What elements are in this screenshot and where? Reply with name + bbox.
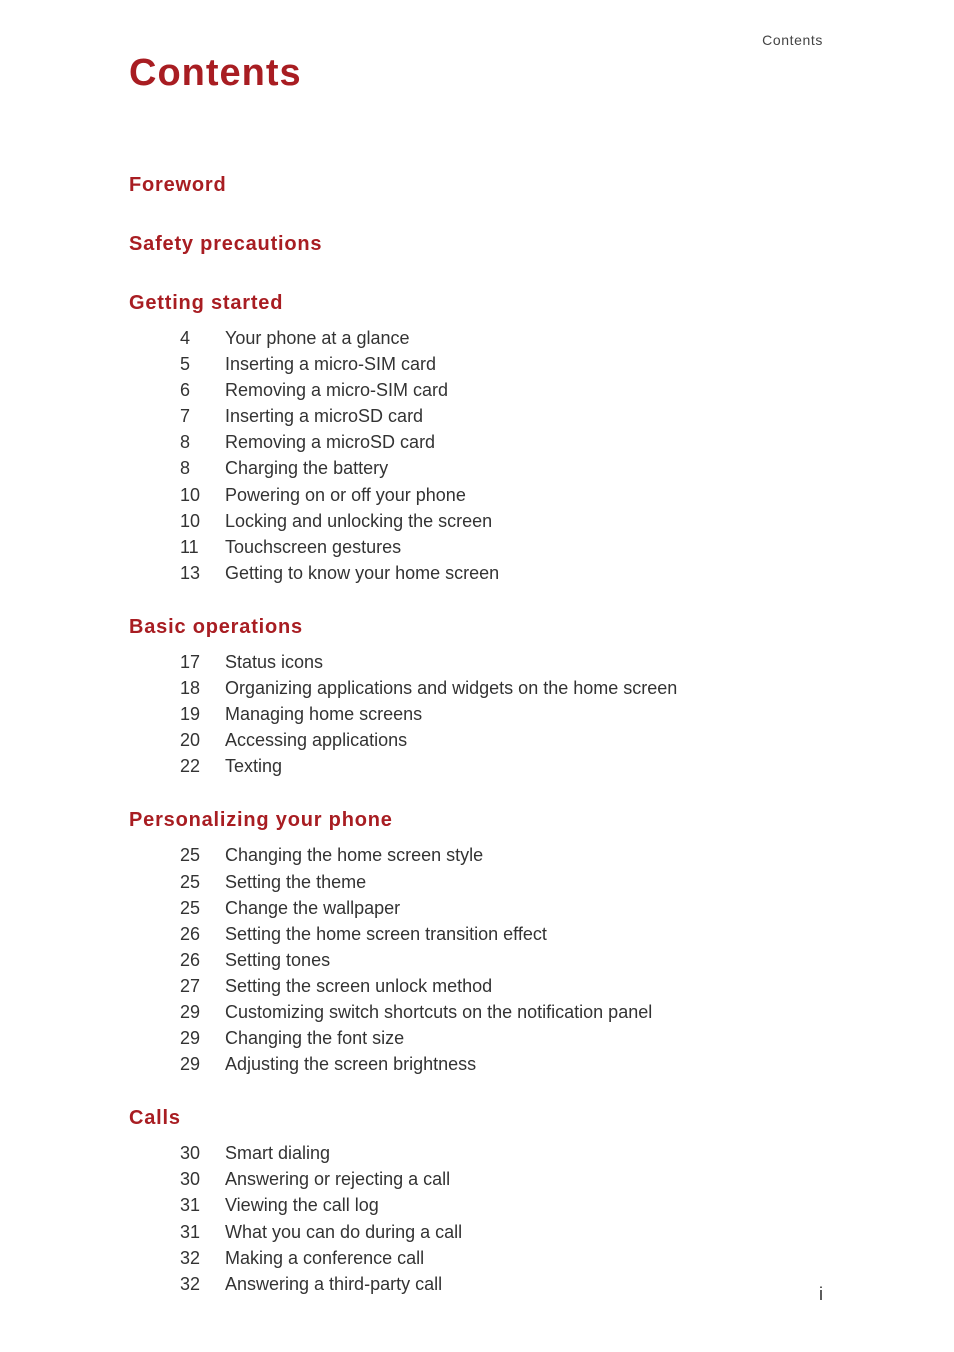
toc-entry-title: Charging the battery xyxy=(225,458,389,479)
toc-entry[interactable] xyxy=(129,727,829,753)
toc-entry-title: Setting the home screen transition effect xyxy=(225,923,547,944)
toc-entry-page: 30 xyxy=(180,1169,201,1190)
toc-entry-list xyxy=(129,325,829,586)
toc-entry[interactable] xyxy=(129,1192,829,1218)
toc-entry-title: Texting xyxy=(225,756,283,777)
toc-entry-page: 5 xyxy=(180,354,191,375)
toc-entry[interactable] xyxy=(129,842,829,868)
toc-entry-page: 7 xyxy=(180,406,191,427)
toc-entry-page: 18 xyxy=(180,678,201,699)
toc-entry-page: 29 xyxy=(180,1028,201,1049)
toc-entry-title: Powering on or off your phone xyxy=(225,484,466,505)
toc-entry[interactable] xyxy=(129,999,829,1025)
toc-entry-title: Smart dialing xyxy=(225,1143,331,1164)
section-heading[interactable]: Foreword xyxy=(129,174,227,196)
toc-entry[interactable] xyxy=(129,1271,829,1297)
toc-entry-title: Viewing the call log xyxy=(225,1195,379,1216)
toc-entry[interactable] xyxy=(129,482,829,508)
toc-section xyxy=(129,1103,829,1297)
toc-entry-page: 11 xyxy=(180,536,199,557)
toc-entry-title: Customizing switch shortcuts on the notification panel xyxy=(225,1001,653,1022)
toc-entry-page: 31 xyxy=(180,1221,201,1242)
toc-entry-title: Your phone at a glance xyxy=(225,328,410,348)
toc-entry-title: Setting the screen unlock method xyxy=(225,975,493,996)
toc-entry-page: 29 xyxy=(180,1054,201,1075)
toc-entry-title: Setting tones xyxy=(225,949,331,970)
toc-entry[interactable] xyxy=(129,675,829,701)
toc-entry[interactable] xyxy=(129,973,829,999)
page-title: Contents xyxy=(129,52,302,94)
toc-section xyxy=(129,170,829,203)
toc-entry-title: Changing the font size xyxy=(225,1028,405,1049)
toc-entry-title: Adjusting the screen brightness xyxy=(225,1054,477,1075)
toc-section xyxy=(129,288,829,586)
section-heading[interactable]: Getting started xyxy=(129,292,284,314)
toc-entry-title: What you can do during a call xyxy=(225,1221,463,1242)
toc-entry-title: Removing a micro-SIM card xyxy=(225,380,449,401)
toc-entry[interactable] xyxy=(129,534,829,560)
toc-entry-title: Accessing applications xyxy=(225,730,408,751)
section-heading[interactable]: Personalizing your phone xyxy=(129,809,393,832)
toc-entry-page: 25 xyxy=(180,845,201,866)
toc-entry-page: 13 xyxy=(180,562,201,583)
toc-entry-page: 8 xyxy=(180,458,191,479)
toc-entry[interactable] xyxy=(129,403,829,429)
toc-entry[interactable] xyxy=(129,377,829,403)
toc-entry-page: 27 xyxy=(180,975,201,996)
toc-entry-title: Status icons xyxy=(225,651,324,672)
toc-entry-page: 20 xyxy=(180,730,201,751)
toc-entry-title: Getting to know your home screen xyxy=(225,562,500,583)
running-header: Contents xyxy=(762,32,823,48)
toc-entry-list xyxy=(129,1140,829,1297)
toc-entry-title: Inserting a microSD card xyxy=(225,406,424,427)
toc-entry-title: Managing home screens xyxy=(225,704,423,725)
toc-entry-page: 19 xyxy=(180,704,201,725)
toc-entry-page: 17 xyxy=(180,651,201,672)
toc-section xyxy=(129,805,829,1077)
toc-entry[interactable] xyxy=(129,947,829,973)
toc-entry[interactable] xyxy=(129,325,829,351)
toc-entry[interactable] xyxy=(129,869,829,895)
toc-entry[interactable] xyxy=(129,701,829,727)
section-heading[interactable]: Basic operations xyxy=(129,615,303,638)
toc-entry[interactable] xyxy=(129,895,829,921)
toc-entry-page: 31 xyxy=(180,1195,201,1216)
toc-entry[interactable] xyxy=(129,560,829,586)
toc-entry-page: 25 xyxy=(180,871,201,892)
toc-entry[interactable] xyxy=(129,1140,829,1166)
toc-entry[interactable] xyxy=(129,1245,829,1271)
toc-entry[interactable] xyxy=(129,921,829,947)
section-heading[interactable]: Calls xyxy=(129,1107,181,1130)
toc-entry-title: Locking and unlocking the screen xyxy=(225,510,493,531)
page-number: i xyxy=(819,1284,823,1304)
toc-entry[interactable] xyxy=(129,649,829,675)
toc-entry[interactable] xyxy=(129,753,829,779)
toc-entry-page: 32 xyxy=(180,1273,201,1294)
toc-entry-title: Making a conference call xyxy=(225,1247,425,1268)
toc-entry-title: Setting the theme xyxy=(225,871,367,892)
toc-entry-title: Organizing applications and widgets on the home screen xyxy=(225,678,678,699)
toc-entry-page: 29 xyxy=(180,1001,201,1022)
toc-entry-list xyxy=(129,649,829,779)
toc-entry-page: 4 xyxy=(180,328,191,348)
table-of-contents xyxy=(129,170,829,1323)
toc-entry-title: Removing a microSD card xyxy=(225,432,436,453)
toc-entry-page: 26 xyxy=(180,923,201,944)
toc-entry-list xyxy=(129,842,829,1077)
toc-entry[interactable] xyxy=(129,455,829,481)
toc-entry-page: 6 xyxy=(180,380,191,401)
toc-entry[interactable] xyxy=(129,1051,829,1077)
toc-section xyxy=(129,229,829,262)
toc-entry-title: Change the wallpaper xyxy=(225,897,401,918)
toc-entry-page: 25 xyxy=(180,897,201,918)
toc-entry-title: Answering or rejecting a call xyxy=(225,1169,451,1190)
toc-entry-title: Touchscreen gestures xyxy=(225,536,402,557)
toc-entry-page: 32 xyxy=(180,1247,201,1268)
toc-entry-page: 22 xyxy=(180,756,201,777)
toc-entry[interactable] xyxy=(129,1166,829,1192)
toc-entry-title: Inserting a micro-SIM card xyxy=(225,354,437,375)
section-heading[interactable]: Safety precautions xyxy=(129,233,323,255)
toc-entry-page: 10 xyxy=(180,484,201,505)
toc-entry[interactable] xyxy=(129,1219,829,1245)
toc-section xyxy=(129,612,829,779)
toc-entry[interactable] xyxy=(129,1025,829,1051)
toc-entry-page: 8 xyxy=(180,432,191,453)
toc-entry-page: 10 xyxy=(180,510,201,531)
toc-entry[interactable] xyxy=(129,508,829,534)
toc-entry[interactable] xyxy=(129,351,829,377)
toc-entry-title: Answering a third-party call xyxy=(225,1273,443,1294)
toc-entry-page: 26 xyxy=(180,949,201,970)
toc-entry-title: Changing the home screen style xyxy=(225,845,484,866)
toc-entry[interactable] xyxy=(129,429,829,455)
toc-entry-page: 30 xyxy=(180,1143,201,1164)
